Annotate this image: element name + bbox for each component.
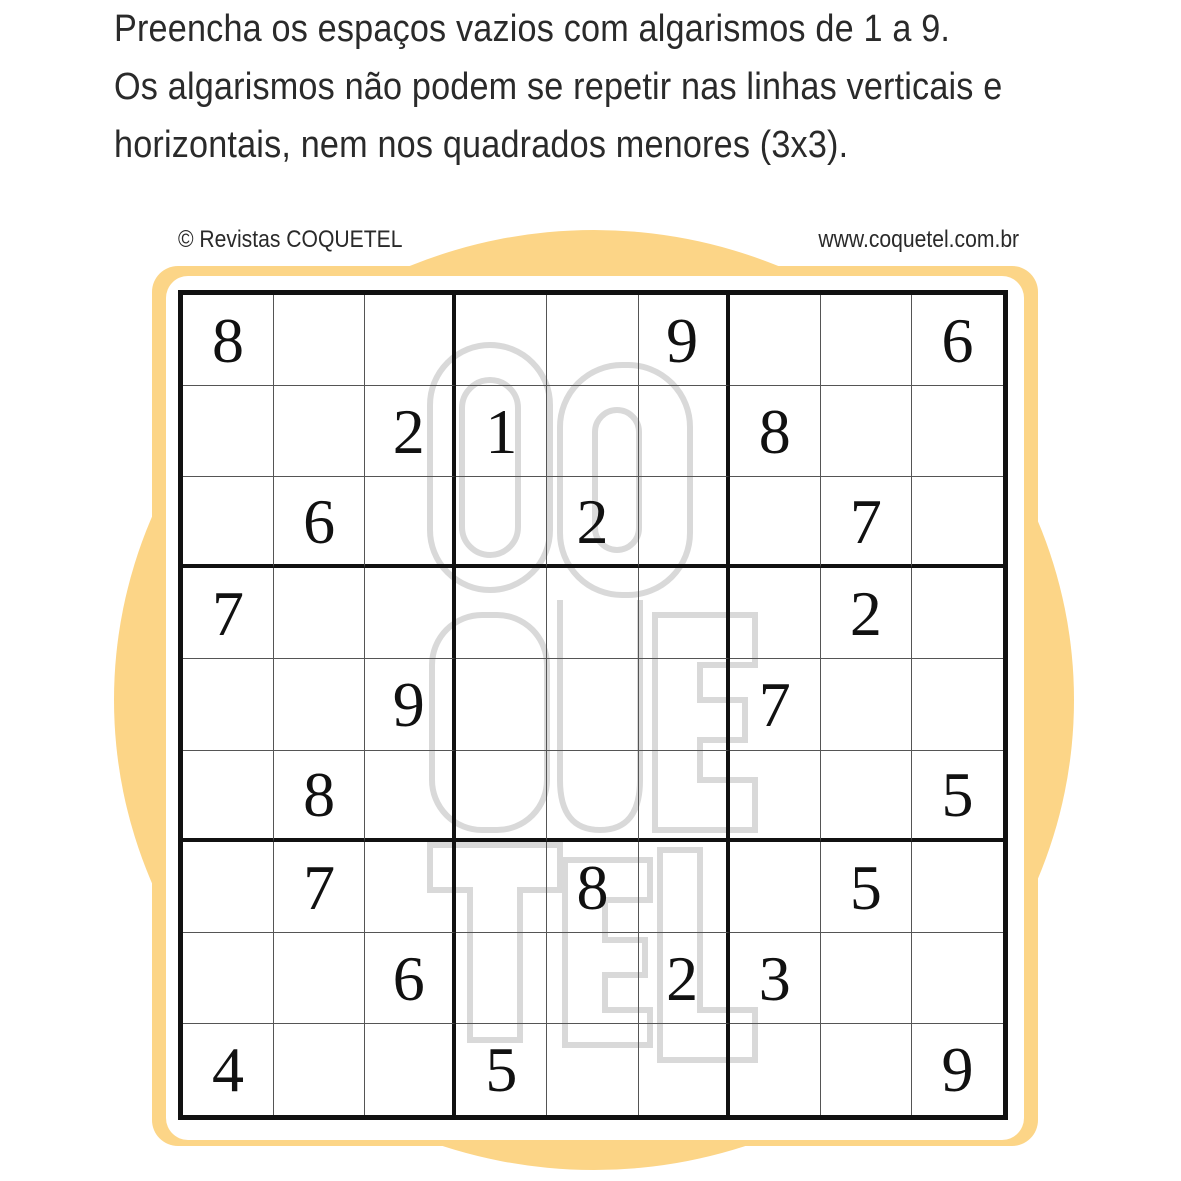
sudoku-empty-cell[interactable] [274, 1024, 365, 1115]
sudoku-empty-cell[interactable] [547, 933, 638, 1024]
sudoku-empty-cell[interactable] [912, 568, 1003, 659]
sudoku-given-cell: 2 [547, 477, 638, 568]
sudoku-empty-cell[interactable] [547, 1024, 638, 1115]
sudoku-empty-cell[interactable] [730, 295, 821, 386]
sudoku-empty-cell[interactable] [639, 751, 730, 842]
sudoku-empty-cell[interactable] [183, 659, 274, 750]
sudoku-given-cell: 9 [365, 659, 456, 750]
sudoku-empty-cell[interactable] [274, 659, 365, 750]
sudoku-empty-cell[interactable] [730, 842, 821, 933]
sudoku-given-cell: 6 [365, 933, 456, 1024]
sudoku-empty-cell[interactable] [547, 568, 638, 659]
sudoku-empty-cell[interactable] [547, 659, 638, 750]
sudoku-given-cell: 9 [639, 295, 730, 386]
sudoku-empty-cell[interactable] [912, 386, 1003, 477]
sudoku-empty-cell[interactable] [183, 842, 274, 933]
sudoku-empty-cell[interactable] [821, 751, 912, 842]
sudoku-given-cell: 9 [941, 1034, 974, 1106]
sudoku-empty-cell[interactable] [274, 933, 365, 1024]
sudoku-empty-cell[interactable] [183, 477, 274, 568]
sudoku-given-cell: 6 [912, 295, 1003, 386]
sudoku-given-cell: 1 [456, 386, 547, 477]
sudoku-empty-cell[interactable] [365, 568, 456, 659]
website-link[interactable]: www.coquetel.com.br [818, 226, 1019, 253]
sudoku-empty-cell[interactable] [456, 477, 547, 568]
instructions-line-1: Preencha os espaços vazios com algarismos de 1 a 9. [114, 8, 951, 50]
sudoku-empty-cell[interactable] [821, 933, 912, 1024]
sudoku-empty-cell[interactable] [274, 568, 365, 659]
sudoku-empty-cell[interactable] [639, 842, 730, 933]
sudoku-empty-cell[interactable] [365, 751, 456, 842]
sudoku-empty-cell[interactable] [730, 1024, 821, 1115]
sudoku-empty-cell[interactable] [639, 1024, 730, 1115]
instructions-line-3: horizontais, nem nos quadrados menores (3x3). [114, 124, 849, 166]
sudoku-empty-cell[interactable] [821, 659, 912, 750]
sudoku-empty-cell[interactable] [912, 659, 1003, 750]
sudoku-empty-cell[interactable] [456, 659, 547, 750]
sudoku-given-cell: 7 [730, 659, 821, 750]
sudoku-given-cell: 5 [456, 1024, 547, 1115]
sudoku-empty-cell[interactable] [912, 842, 1003, 933]
sudoku-given-cell: 8 [730, 386, 821, 477]
sudoku-given-cell: 3 [730, 933, 821, 1024]
sudoku-empty-cell[interactable] [183, 751, 274, 842]
sudoku-empty-cell[interactable] [183, 933, 274, 1024]
sudoku-given-cell: 6 [274, 477, 365, 568]
sudoku-empty-cell[interactable] [821, 295, 912, 386]
sudoku-given-cell: 5 [912, 751, 1003, 842]
sudoku-empty-cell[interactable] [365, 295, 456, 386]
sudoku-empty-cell[interactable] [821, 1024, 912, 1115]
sudoku-given-cell: 4 [183, 1024, 274, 1115]
sudoku-empty-cell[interactable] [639, 386, 730, 477]
sudoku-empty-cell[interactable] [456, 568, 547, 659]
sudoku-empty-cell[interactable] [456, 933, 547, 1024]
sudoku-empty-cell[interactable] [456, 295, 547, 386]
sudoku-empty-cell[interactable] [821, 386, 912, 477]
sudoku-empty-cell[interactable] [365, 1024, 456, 1115]
sudoku-empty-cell[interactable] [912, 933, 1003, 1024]
sudoku-given-cell: 2 [365, 386, 456, 477]
sudoku-empty-cell[interactable] [730, 751, 821, 842]
sudoku-empty-cell[interactable] [639, 659, 730, 750]
sudoku-empty-cell[interactable] [730, 568, 821, 659]
sudoku-grid [178, 290, 1008, 1120]
instructions-line-2: Os algarismos não podem se repetir nas linhas verticais e [114, 66, 1003, 108]
sudoku-empty-cell[interactable] [456, 751, 547, 842]
sudoku-given-cell: 8 [183, 295, 274, 386]
sudoku-empty-cell[interactable] [183, 386, 274, 477]
sudoku-given-cell: 5 [821, 842, 912, 933]
sudoku-empty-cell[interactable] [547, 751, 638, 842]
sudoku-empty-cell[interactable] [547, 295, 638, 386]
sudoku-empty-cell[interactable] [547, 386, 638, 477]
sudoku-given-cell: 7 [274, 842, 365, 933]
sudoku-given-cell: 7 [821, 477, 912, 568]
sudoku-empty-cell[interactable] [730, 477, 821, 568]
sudoku-empty-cell[interactable] [912, 477, 1003, 568]
sudoku-given-cell: 7 [183, 568, 274, 659]
sudoku-given-cell: 2 [821, 568, 912, 659]
sudoku-given-cell: 2 [639, 933, 730, 1024]
sudoku-empty-cell[interactable] [365, 477, 456, 568]
sudoku-given-cell: 8 [547, 842, 638, 933]
sudoku-empty-cell[interactable] [456, 842, 547, 933]
sudoku-given-cell: 8 [274, 751, 365, 842]
sudoku-empty-cell[interactable] [274, 295, 365, 386]
sudoku-empty-cell[interactable] [639, 568, 730, 659]
sudoku-empty-cell[interactable] [274, 386, 365, 477]
copyright-credit: © Revistas COQUETEL [178, 226, 403, 253]
instructions [114, 0, 1114, 174]
sudoku-empty-cell[interactable] [639, 477, 730, 568]
sudoku-empty-cell[interactable] [365, 842, 456, 933]
